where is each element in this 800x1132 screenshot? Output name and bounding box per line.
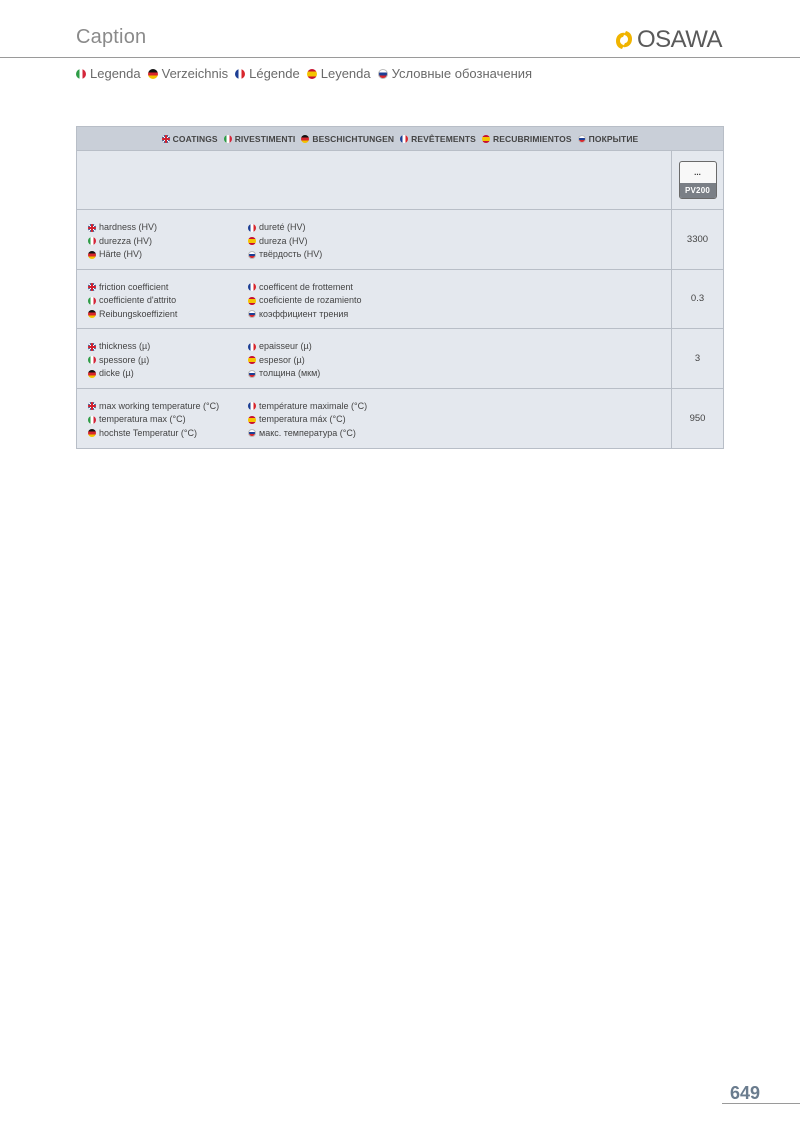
italy-flag-icon	[88, 297, 96, 305]
property-line	[248, 427, 367, 441]
property-labels	[77, 329, 671, 388]
value-cell: 3300	[671, 210, 723, 269]
property-text: espesor (µ)	[259, 354, 305, 365]
property-line	[248, 281, 362, 295]
property-text: temperatura máx (°C)	[259, 414, 346, 424]
spain-flag-icon	[307, 69, 317, 79]
italy-flag-icon	[76, 69, 86, 79]
property-text: max working temperature (°C)	[99, 400, 220, 411]
header-label: BESCHICHTUNGEN	[312, 133, 395, 144]
property-text: epaisseur (µ)	[259, 341, 312, 351]
legend-label: Legenda	[90, 66, 141, 81]
property-col-2	[248, 400, 367, 449]
property-line	[88, 400, 248, 414]
product-cell	[671, 151, 723, 209]
property-line	[88, 294, 248, 308]
value-cell: 0.3	[671, 270, 723, 329]
legend-item-it	[76, 66, 141, 81]
france-flag-icon	[248, 343, 256, 351]
header-revetements	[400, 134, 476, 144]
france-flag-icon	[248, 402, 256, 410]
property-text: coeficiente de rozamiento	[259, 295, 362, 305]
legend-label: Условные обозначения	[391, 66, 533, 81]
spain-flag-icon	[248, 356, 256, 364]
germany-flag-icon	[301, 135, 309, 143]
property-line	[248, 367, 320, 381]
property-line	[88, 354, 248, 368]
legend-item-fr	[235, 66, 300, 81]
france-flag-icon	[400, 135, 408, 143]
germany-flag-icon	[88, 310, 96, 318]
badge-code: PV200	[680, 183, 716, 198]
property-line	[248, 248, 322, 262]
italy-flag-icon	[224, 135, 232, 143]
property-line	[88, 427, 248, 441]
spain-flag-icon	[248, 416, 256, 424]
property-col-2	[248, 221, 322, 269]
legend-item-de	[148, 66, 228, 81]
property-text: толщина (мкм)	[259, 368, 321, 378]
header-rivestimenti	[224, 134, 296, 144]
property-line	[88, 308, 248, 322]
property-text: coefficent de frottement	[259, 281, 353, 292]
property-line	[248, 221, 322, 235]
spain-flag-icon	[248, 237, 256, 245]
spain-flag-icon	[248, 297, 256, 305]
property-col-1	[88, 400, 248, 449]
header-divider	[0, 57, 800, 58]
coatings-table	[76, 126, 724, 449]
property-col-1	[88, 221, 248, 269]
header-label: COATINGS	[172, 133, 218, 144]
property-col-2	[248, 340, 320, 388]
russia-flag-icon	[248, 370, 256, 378]
badge-top: ...	[694, 168, 701, 177]
property-line	[88, 340, 248, 354]
legend-item-ru	[378, 66, 532, 81]
property-labels	[77, 389, 671, 449]
property-text: temperatura max (°C)	[99, 414, 186, 424]
uk-flag-icon	[88, 283, 96, 291]
property-col-2	[248, 281, 362, 329]
germany-flag-icon	[88, 251, 96, 259]
property-line	[248, 413, 367, 427]
page-title: Caption	[76, 26, 147, 48]
property-text: température maximale (°C)	[259, 400, 368, 411]
italy-flag-icon	[88, 416, 96, 424]
property-col-1	[88, 340, 248, 388]
property-line	[88, 235, 248, 249]
property-text: твёрдость (HV)	[259, 249, 323, 259]
header-label: REVÊTEMENTS	[411, 133, 476, 144]
germany-flag-icon	[148, 69, 158, 79]
pv200-badge	[679, 161, 717, 199]
property-line	[248, 235, 322, 249]
legend-label: Leyenda	[320, 66, 371, 81]
property-text: spessore (µ)	[99, 354, 150, 365]
property-text: hardness (HV)	[99, 222, 158, 232]
product-row-spacer	[77, 151, 671, 209]
property-line	[248, 400, 367, 414]
uk-flag-icon	[88, 402, 96, 410]
italy-flag-icon	[88, 237, 96, 245]
table-row	[77, 389, 723, 449]
property-text: thickness (µ)	[99, 341, 151, 351]
russia-flag-icon	[578, 135, 586, 143]
italy-flag-icon	[88, 356, 96, 364]
france-flag-icon	[235, 69, 245, 79]
property-col-1	[88, 281, 248, 329]
germany-flag-icon	[88, 429, 96, 437]
uk-flag-icon	[88, 224, 96, 232]
table-header	[77, 127, 723, 151]
russia-flag-icon	[248, 251, 256, 259]
legend-line	[76, 66, 539, 81]
header-label: ПОКРЫТИЕ	[588, 133, 639, 144]
table-row	[77, 270, 723, 330]
property-text: dureza (HV)	[259, 235, 308, 246]
brand-name: OSAWA	[636, 26, 722, 53]
property-text: dureté (HV)	[259, 222, 306, 232]
uk-flag-icon	[88, 343, 96, 351]
france-flag-icon	[248, 224, 256, 232]
property-line	[88, 248, 248, 262]
page-number: 649	[729, 1083, 760, 1103]
property-text: dicke (µ)	[99, 368, 134, 378]
property-labels	[77, 270, 671, 329]
property-line	[248, 294, 362, 308]
russia-flag-icon	[378, 69, 388, 79]
header-recubrimientos	[482, 134, 572, 144]
property-text: coefficiente d'attrito	[99, 295, 177, 305]
page-number-underline	[722, 1103, 800, 1104]
property-text: friction coefficient	[99, 281, 169, 292]
property-line	[88, 281, 248, 295]
value-cell: 950	[671, 389, 723, 449]
property-text: Reibungskoeffizient	[99, 308, 178, 319]
header-coatings	[162, 134, 218, 144]
legend-item-es	[307, 66, 371, 81]
property-text: коэффициент трения	[259, 308, 349, 319]
france-flag-icon	[248, 283, 256, 291]
property-text: durezza (HV)	[99, 235, 153, 246]
header-label: RIVESTIMENTI	[234, 133, 296, 144]
osawa-logo-icon	[613, 29, 635, 51]
table-row	[77, 210, 723, 270]
uk-flag-icon	[162, 135, 170, 143]
property-line	[248, 354, 320, 368]
header-label: RECUBRIMIENTOS	[492, 133, 572, 144]
russia-flag-icon	[248, 429, 256, 437]
spain-flag-icon	[482, 135, 490, 143]
property-text: hochste Temperatur (°C)	[99, 427, 197, 438]
germany-flag-icon	[88, 370, 96, 378]
legend-label: Légende	[249, 66, 300, 81]
property-line	[248, 308, 362, 322]
property-labels	[77, 210, 671, 269]
property-line	[88, 413, 248, 427]
property-line	[248, 340, 320, 354]
osawa-logo	[613, 28, 722, 52]
property-line	[88, 367, 248, 381]
table-row	[77, 329, 723, 389]
property-text: макс. температура (°C)	[259, 427, 356, 438]
header-beschichtungen	[301, 134, 394, 144]
value-cell: 3	[671, 329, 723, 388]
russia-flag-icon	[248, 310, 256, 318]
legend-label: Verzeichnis	[161, 66, 229, 81]
header-pokrytie	[578, 134, 639, 144]
property-line	[88, 221, 248, 235]
property-text: Härte (HV)	[99, 249, 143, 259]
product-row	[77, 151, 723, 210]
